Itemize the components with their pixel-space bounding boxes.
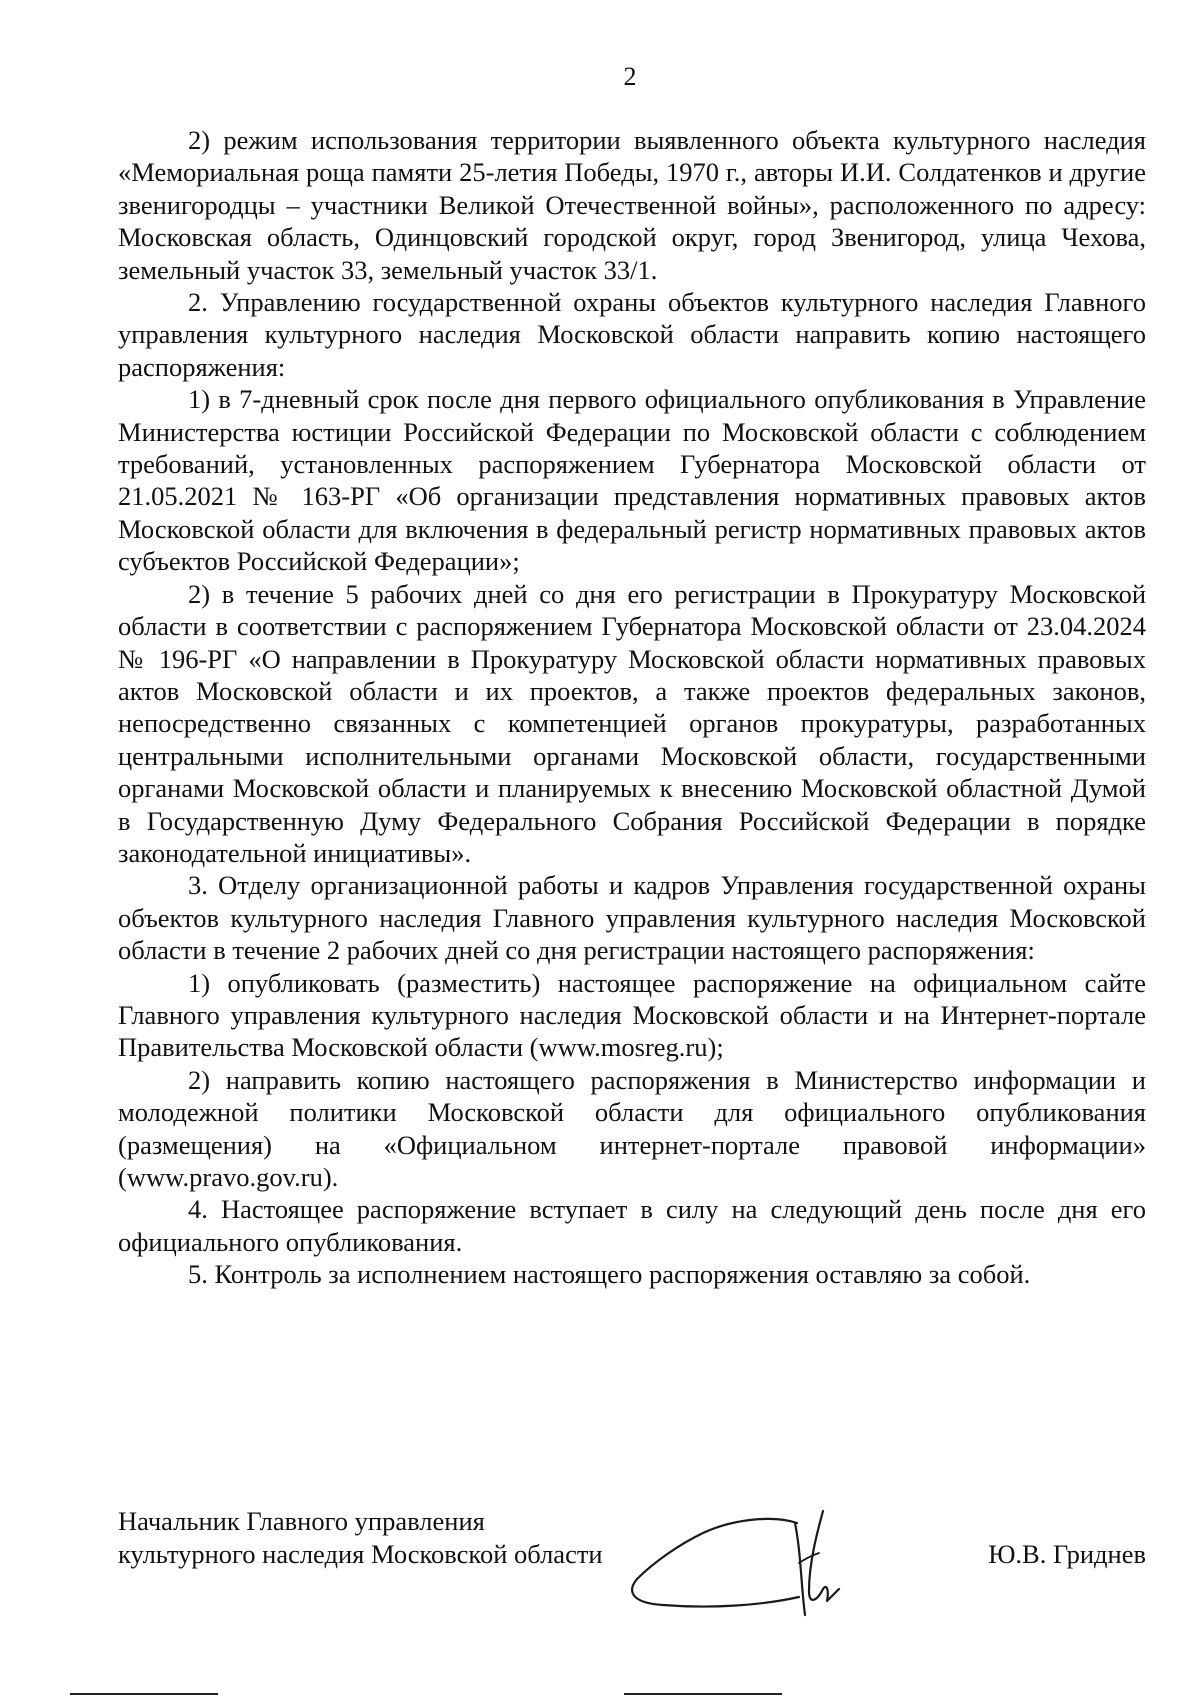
paragraph-section-2-item-1: 1) в 7-дневный срок после дня первого официального опубликования в Управление Министерства юстиции Российской Федерации по Московской области с соблюдением требований, установленных распоряжением Губернатора Московской области от 21.05.2021 № 163-РГ «Об организации представления нормативных правовых актов Московской области для включения в федеральный регистр нормативных правовых актов субъектов Российской Федерации»; <box>118 384 1146 577</box>
paragraph-section-2: 2. Управлению государственной охраны объектов культурного наследия Главного управления культурного наследия Московской области направить копию настоящего распоряжения: <box>118 287 1146 382</box>
paragraph-1-item-2: 2) режим использования территории выявленного объекта культурного наследия «Мемориальная роща памяти 25-летия Победы, 1970 г., авторы И.И. Солдатенков и другие звенигородцы – участники Великой Отечественной войны», расположенного по адресу: Московская область, Одинцовский городской округ, город Звенигород, улица Чехова, земельный участок 33, земельный участок 33/1. <box>118 125 1146 285</box>
handwritten-signature <box>623 1493 883 1633</box>
footer-divider-right <box>624 1693 782 1695</box>
footer-divider-left <box>70 1693 218 1695</box>
paragraph-section-4: 4. Настоящее распоряжение вступает в силу на следующий день после дня его официального опубликования. <box>118 1194 1146 1257</box>
signer-position <box>118 1505 678 1571</box>
signer-position-line-2: культурного наследия Московской области <box>118 1539 603 1569</box>
signature-block <box>118 1505 1146 1645</box>
paragraph-section-3: 3. Отделу организационной работы и кадров Управления государственной охраны объектов культурного наследия Главного управления культурного наследия Московской области в течение 2 рабочих дней со дня регистрации настоящего распоряжения: <box>118 870 1146 966</box>
signer-name: Ю.В. Гриднев <box>988 1539 1146 1569</box>
paragraph-section-2-item-2: 2) в течение 5 рабочих дней со дня его регистрации в Прокуратуру Московской области в соответствии с распоряжением Губернатора Московской области от 23.04.2024 № 196-РГ «О направлении в Прокуратуру Московской области нормативных правовых актов Московской области и их проектов, а также проектов федеральных законов, непосредственно связанных с компетенцией органов прокуратуры, разработанных центральными исполнительными органами Московской области, государственными органами Московской области и планируемых к внесению Московской областной Думой в Государственную Думу Федерального Собрания Российской Федерации в порядке законодательной инициативы». <box>118 578 1146 868</box>
signer-position-line-1: Начальник Главного управления <box>118 1506 485 1536</box>
paragraph-section-3-item-1: 1) опубликовать (разместить) настоящее распоряжение на официальном сайте Главного управления культурного наследия Московской области и на Интернет-портале Правительства Московской области (www.mosreg.ru); <box>118 967 1146 1063</box>
document-body <box>118 124 1146 1291</box>
paragraph-section-3-item-2: 2) направить копию настоящего распоряжения в Министерство информации и молодежной политики Московской области для официального опубликования (размещения) на «Официальном интернет-портале правовой информации» (www.pravo.gov.ru). <box>118 1064 1146 1192</box>
page-number: 2 <box>623 62 637 91</box>
paragraph-section-5: 5. Контроль за исполнением настоящего распоряжения оставляю за собой. <box>188 1259 1031 1290</box>
